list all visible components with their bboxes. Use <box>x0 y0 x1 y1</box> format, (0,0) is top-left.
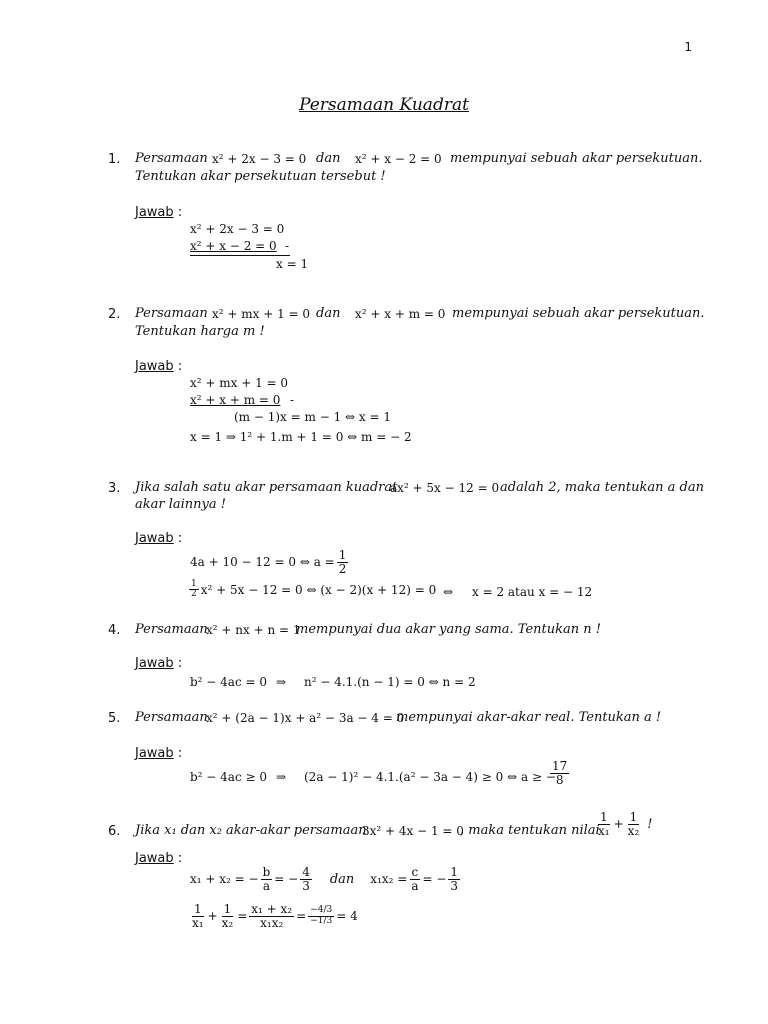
q6-target-fraction-1 <box>596 811 612 837</box>
jawab-text: Jawab <box>135 746 174 761</box>
q2-jawab-label: Jawab : <box>135 359 183 374</box>
q5-jawab-label: Jawab : <box>135 746 183 761</box>
q6-equation: 3x² + 4x − 1 = 0 <box>362 824 464 838</box>
q6-step1-value <box>300 866 312 892</box>
q1-lead: Persamaan <box>135 151 208 166</box>
q4-step1-b: n² − 4.1.(n − 1) = 0 ⇔ n = 2 <box>304 675 476 689</box>
fraction-denominator: −1/3 <box>310 915 333 926</box>
q6-step1-eq: = − <box>274 872 299 887</box>
q3-step2-half <box>189 580 199 600</box>
q4-trail: mempunyai dua akar yang sama. Tentukan n ! <box>296 622 601 637</box>
q3-trail: adalah 2, maka tentukan a dan <box>500 480 704 495</box>
q3-jawab-label: Jawab : <box>135 531 183 546</box>
q6-step2-plus: + <box>207 909 218 924</box>
q2-step1: x² + mx + 1 = 0 <box>190 376 289 390</box>
fraction-denominator: 2 <box>338 561 347 576</box>
fraction-numerator: 4 <box>302 865 310 879</box>
q6-step1-value2 <box>448 866 460 892</box>
q3-step1 <box>190 549 350 575</box>
q3-number: 3. <box>108 481 121 496</box>
q3-step2 <box>187 580 436 600</box>
q2-equation-a: x² + mx + 1 = 0 <box>212 307 311 321</box>
page-title: Persamaan Kuadrat <box>299 95 469 115</box>
q4-jawab-label: Jawab : <box>135 656 183 671</box>
q1-number: 1. <box>108 152 121 167</box>
q6-step1-sum: x₁ + x₂ = − <box>190 872 259 887</box>
q6-target-end: ! <box>647 816 653 832</box>
fraction-numerator: x₁ + x₂ <box>251 902 293 916</box>
q1-conj: dan <box>316 151 341 166</box>
q2-step2-minus: - <box>290 393 295 407</box>
q6-step1-product: x₁x₂ = <box>370 872 408 887</box>
q5-step1: b² − 4ac ≥ 0 <box>190 770 268 784</box>
jawab-text: Jawab <box>135 851 174 866</box>
q3-step2-iff: ⇔ <box>443 585 454 599</box>
q6-jawab-label: Jawab : <box>135 851 183 866</box>
jawab-text: Jawab <box>135 205 174 220</box>
q2-trail: mempunyai sebuah akar persekutuan. <box>452 306 705 321</box>
q3-equation: ax² + 5x − 12 = 0 <box>390 481 500 495</box>
q5-step1-arrow: ⇒ <box>276 770 287 784</box>
q1-step2-minus: - <box>285 239 290 253</box>
q6-number: 6. <box>108 824 121 839</box>
fraction-denominator: 3 <box>302 878 310 893</box>
q3-lead: Jika salah satu akar persamaan kuadrat <box>135 480 398 495</box>
q1-step1: x² + 2x − 3 = 0 <box>190 222 285 236</box>
fraction-denominator: 3 <box>450 878 459 893</box>
q6-step2-frac-b <box>220 903 236 929</box>
q6-step1-ca <box>409 866 420 892</box>
q3-step1-fraction <box>337 549 349 575</box>
q6-step1-dan: dan <box>329 871 355 887</box>
fraction-numerator: 1 <box>223 902 232 916</box>
jawab-text: Jawab <box>135 531 174 546</box>
fraction-numerator: 1 <box>191 579 197 589</box>
q6-target-fraction-2 <box>626 811 642 837</box>
q2-number: 2. <box>108 307 121 322</box>
fraction-denominator: x₁ <box>192 915 204 930</box>
q6-step2-frac-c <box>249 903 294 929</box>
jawab-text: Jawab <box>135 656 174 671</box>
q6-target-plus: + <box>613 817 624 832</box>
q6-step2-eq1: = <box>237 909 248 924</box>
fraction-denominator: x₂ <box>627 823 640 838</box>
q4-number: 4. <box>108 623 121 638</box>
q5-lead: Persamaan <box>135 710 208 725</box>
jawab-text: Jawab <box>135 359 174 374</box>
q2-line2: Tentukan harga m ! <box>135 324 265 339</box>
q3-line2: akar lainnya ! <box>135 497 226 512</box>
fraction-numerator: 1 <box>193 902 202 916</box>
q4-lead: Persamaan <box>135 622 208 637</box>
q1-step2: x² + x − 2 = 0 <box>190 239 277 253</box>
fraction-denominator: 8 <box>555 772 564 787</box>
fraction-denominator: x₁x₂ <box>260 915 284 930</box>
q6-step2-eq2: = <box>296 909 307 924</box>
fraction-denominator: a <box>411 878 419 893</box>
page-number: 1 <box>684 40 692 54</box>
q6-step1-ba <box>261 866 273 892</box>
fraction-numerator: c <box>411 865 419 879</box>
q3-step2-rest: x² + 5x − 12 = 0 ⇔ (x − 2)(x + 12) = 0 <box>200 582 437 597</box>
q6-step2 <box>188 903 358 929</box>
q6-step1-eq2: = − <box>422 872 447 887</box>
fraction-numerator: b <box>262 865 271 879</box>
q5-trail: mempunyai akar-akar real. Tentukan a ! <box>396 710 662 725</box>
fraction-denominator: x₂ <box>221 915 234 930</box>
q6-lead: Jika x₁ dan x₂ akar-akar persamaan <box>135 823 367 838</box>
q5-step1-b: (2a − 1)² − 4.1.(a² − 3a − 4) ≥ 0 ⇔ a ≥ − <box>304 770 556 784</box>
fraction-numerator: 1 <box>450 865 459 879</box>
q2-step4: x = 1 ⇒ 1² + 1.m + 1 = 0 ⇔ m = − 2 <box>190 430 412 444</box>
q6-step2-frac-a <box>190 903 206 929</box>
fraction-denominator: x₁ <box>598 823 610 838</box>
q1-trail: mempunyai sebuah akar persekutuan. <box>450 151 703 166</box>
q1-step3: x = 1 <box>276 257 309 271</box>
fraction-denominator: a <box>262 878 270 893</box>
fraction-numerator: 1 <box>599 810 608 824</box>
q4-step1-arrow: ⇒ <box>276 675 287 689</box>
q6-trail: , maka tentukan nilai <box>460 823 600 838</box>
q6-step2-result: = 4 <box>336 909 358 924</box>
q1-equation-b: x² + x − 2 = 0 <box>355 152 442 166</box>
q6-step1 <box>190 866 462 892</box>
fraction-denominator: 2 <box>191 589 197 600</box>
q3-step1-left: 4a + 10 − 12 = 0 ⇔ a = <box>190 555 335 570</box>
q1-line2: Tentukan akar persekutuan tersebut ! <box>135 169 386 184</box>
q6-step2-frac-d <box>308 906 334 926</box>
fraction-numerator: 17 <box>552 759 568 773</box>
q2-equation-b: x² + x + m = 0 <box>355 307 446 321</box>
q1-jawab-label: Jawab : <box>135 205 183 220</box>
fraction-numerator: 1 <box>629 810 638 824</box>
fraction-numerator: 1 <box>338 548 347 562</box>
q2-step2: x² + x + m = 0 <box>190 393 281 407</box>
q5-number: 5. <box>108 711 121 726</box>
q6-target-expression <box>594 811 652 837</box>
q5-fraction <box>548 760 571 786</box>
q5-fraction-value <box>550 760 569 786</box>
q4-equation: x² + nx + n = 1 <box>206 623 301 637</box>
q1-divider <box>190 255 290 256</box>
q1-equation-a: x² + 2x − 3 = 0 <box>212 152 307 166</box>
fraction-numerator: −4/3 <box>310 905 333 916</box>
q2-conj: dan <box>316 306 341 321</box>
q3-step2-result: x = 2 atau x = − 12 <box>472 585 593 599</box>
q2-lead: Persamaan <box>135 306 208 321</box>
q4-step1: b² − 4ac = 0 <box>190 675 268 689</box>
q2-step3: (m − 1)x = m − 1 ⇔ x = 1 <box>234 410 391 424</box>
q5-equation: x² + (2a − 1)x + a² − 3a − 4 = 0 <box>206 711 405 725</box>
